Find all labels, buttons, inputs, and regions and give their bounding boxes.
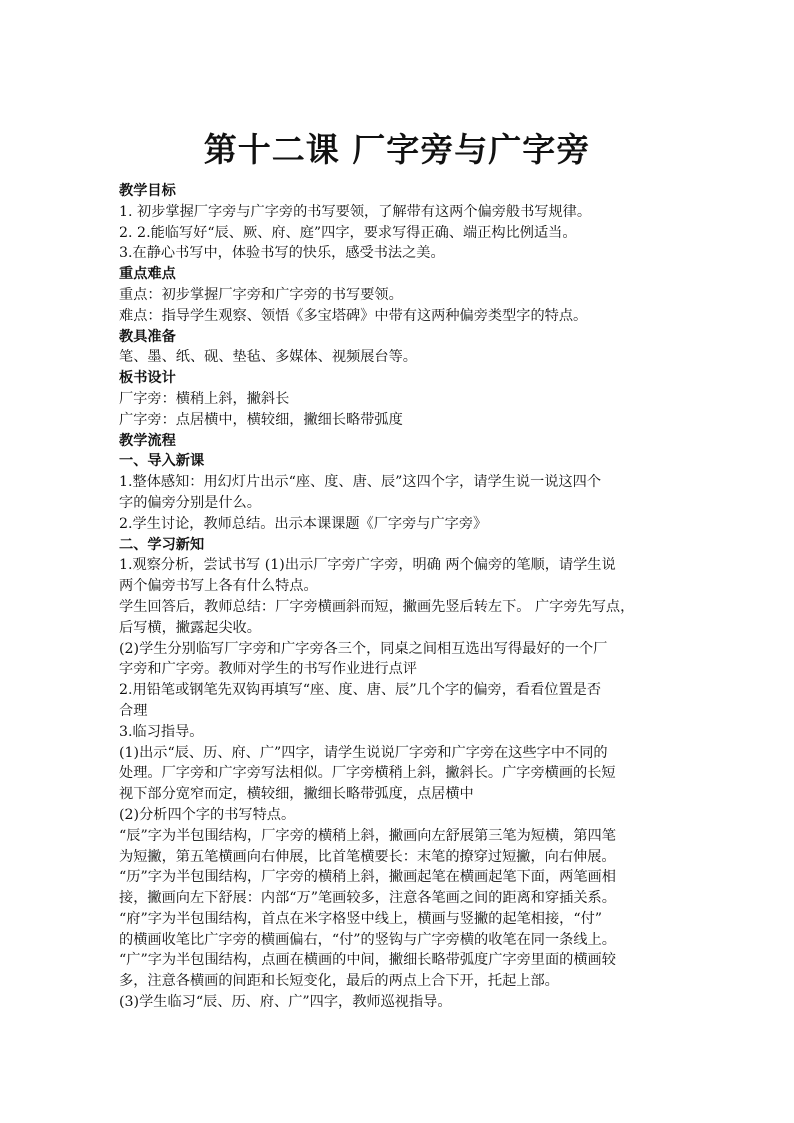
body-line: 1.整体感知：用幻灯片出示“座、度、唐、辰”这四个字，请学生说一说这四个 [119,474,602,491]
body-line: 两个偏旁书写上各有什么特点。 [119,578,318,595]
body-line: (2)分析四个字的书写特点。 [119,806,296,823]
body-line: “辰”字为半包围结构，厂字旁的横稍上斜，撇画向左舒展第三笔为短横，第四笔 [119,827,616,844]
body-line: 2.用铅笔或钢笔先双钩再填写“座、度、唐、辰”几个字的偏旁，看看位置是否 [119,682,602,699]
body-line: 学生回答后，教师总结：厂字旁横画斜而短，撇画先竖后转左下。 广字旁先写点， [119,598,635,615]
body-line: 3.临习指导。 [119,723,204,740]
body-line: (1)出示“辰、历、府、广”四字，请学生说说厂字旁和广字旁在这些字中不同的 [119,744,608,761]
section-heading: 教具准备 [119,328,176,345]
document-title: 第十二课 厂字旁与广字旁 [203,130,591,169]
body-line: “广”字为半包围结构，点画在横画的中间，撇细长略带弧度广字旁里面的横画较 [119,952,616,969]
body-line: 后写横，撇露起尖收。 [119,619,261,636]
section-heading: 教学流程 [119,432,176,449]
section-heading: 一、导入新课 [119,453,205,470]
body-line: 多，注意各横画的间距和长短变化，最后的两点上合下开，托起上部。 [119,973,559,990]
body-line: 3.在静心书写中，体验书写的快乐，感受书法之美。 [119,245,445,262]
body-line: “历”字为半包围结构，厂字旁的横稍上斜，撇画起笔在横画起笔下面，两笔画相 [119,869,616,886]
body-line: 广字旁：点居横中，横较细，撇细长略带弧度 [119,411,403,428]
document-body [119,181,689,1013]
body-line: 的横画收笔比广字旁的横画偏右，“付”的竖钩与广字旁横的收笔在同一条线上。 [119,931,616,948]
body-line: 2.学生讨论，教师总结。出示本课课题《厂字旁与广字旁》 [119,515,488,532]
body-line: 厂字旁：横稍上斜，撇斜长 [119,390,290,407]
body-line: 笔、墨、纸、砚、垫毡、多媒体、视频展台等。 [119,349,417,366]
section-heading: 重点难点 [119,266,176,283]
body-line: “府”字为半包围结构，首点在米字格竖中线上，横画与竖撇的起笔相接，“付” [119,910,603,927]
body-line: 视下部分宽窄而定，横较细，撇细长略带弧度，点居横中 [119,786,474,803]
body-line: 1.观察分析，尝试书写 (1)出示厂字旁广字旁，明确 两个偏旁的笔顺，请学生说 [119,557,616,574]
body-line: (2)学生分别临写厂字旁和广字旁各三个，同桌之间相互选出写得最好的一个厂 [119,640,608,657]
body-line: 2. 2.能临写好“辰、厥、府、庭”四字，要求写得正确、端正构比例适当。 [119,224,577,241]
body-line: 合理 [119,702,148,719]
body-line: 字的偏旁分别是什么。 [119,494,261,511]
section-heading: 教学目标 [119,183,176,199]
body-line: 1. 初步掌握厂字旁与广字旁的书写要领，了解带有这两个偏旁般书写规律。 [119,203,592,220]
body-line: 难点：指导学生观察、领悟《多宝塔碑》中带有这两种偏旁类型字的特点。 [119,307,588,324]
section-heading: 板书设计 [119,370,176,387]
body-line: 字旁和广字旁。教师对学生的书写作业进行点评 [119,661,417,678]
body-line: 接，撇画向左下舒展：内部“万”笔画较多，注意各笔画之间的距离和穿插关系。 [119,890,616,907]
body-line: (3)学生临习“辰、历、府、广”四字，教师巡视指导。 [119,994,452,1011]
section-heading: 二、学习新知 [119,536,205,553]
body-line: 为短撇，第五笔横画向右伸展，比首笔横要长：末笔的撩穿过短撇，向右伸展。 [119,848,616,865]
body-line: 处理。厂字旁和广字旁写法相似。厂字旁横稍上斜，撇斜长。广字旁横画的长短 [119,765,616,782]
body-line: 重点：初步掌握厂字旁和广字旁的书写要领。 [119,286,403,303]
